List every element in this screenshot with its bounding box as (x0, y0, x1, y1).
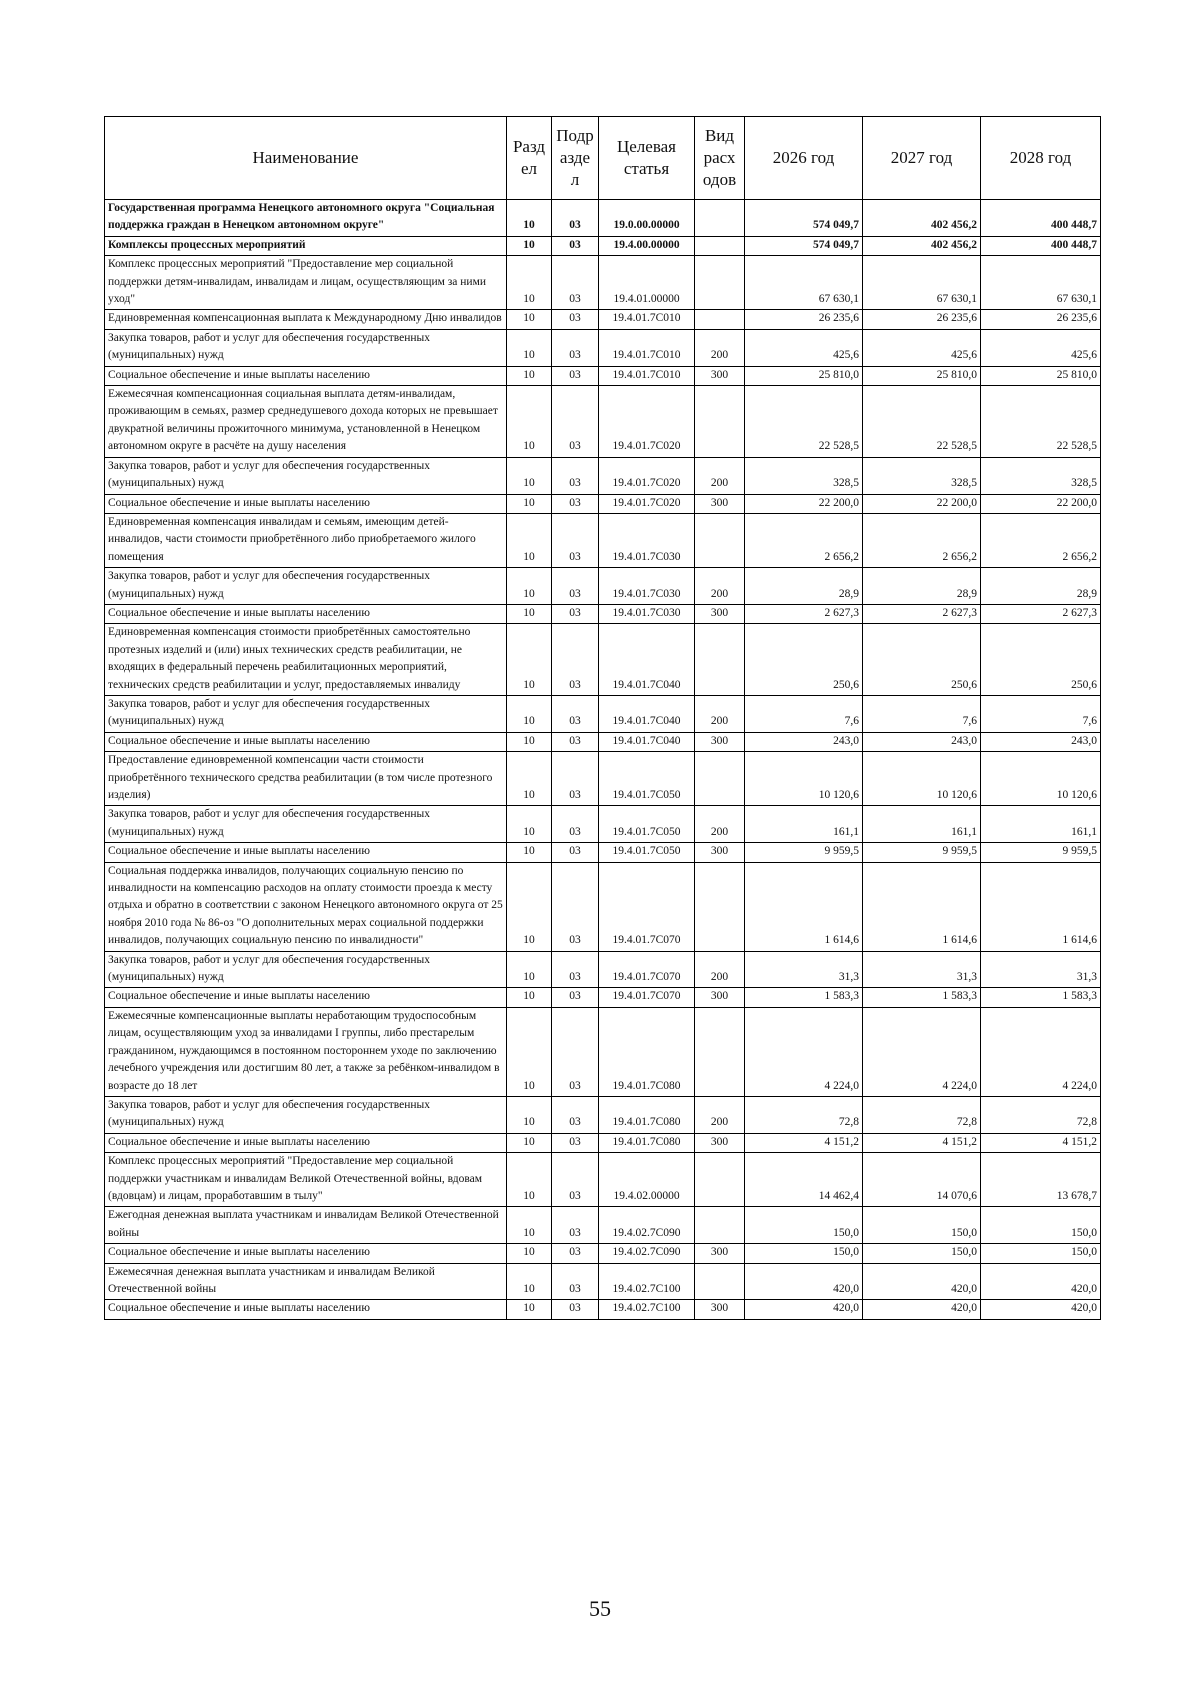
row-podrazdel-cell: 03 (552, 1244, 599, 1263)
row-2028-cell: 9 959,5 (981, 843, 1101, 862)
row-2026-cell: 250,6 (745, 624, 863, 696)
row-podrazdel-cell: 03 (552, 1133, 599, 1152)
row-podrazdel-cell: 03 (552, 366, 599, 385)
row-2027-cell: 420,0 (863, 1300, 981, 1319)
row-target-article-cell: 19.4.01.7С040 (599, 695, 695, 732)
row-target-article-cell: 19.4.01.7С010 (599, 329, 695, 366)
table-row (105, 457, 1101, 494)
row-name-cell: Закупка товаров, работ и услуг для обеспечения государственных (муниципальных) нужд (105, 951, 507, 988)
row-expense-type-cell (695, 1007, 745, 1096)
table-row (105, 386, 1101, 458)
row-podrazdel-cell: 03 (552, 624, 599, 696)
row-razdel-cell: 10 (507, 310, 552, 329)
table-row (105, 862, 1101, 951)
row-2028-cell: 25 810,0 (981, 366, 1101, 385)
row-2028-cell: 13 678,7 (981, 1153, 1101, 1207)
row-expense-type-cell: 300 (695, 988, 745, 1007)
row-expense-type-cell: 300 (695, 604, 745, 623)
row-2026-cell: 10 120,6 (745, 752, 863, 806)
row-target-article-cell: 19.4.01.7С010 (599, 366, 695, 385)
row-2027-cell: 14 070,6 (863, 1153, 981, 1207)
row-expense-type-cell (695, 624, 745, 696)
row-2027-cell: 28,9 (863, 568, 981, 605)
table-body (105, 200, 1101, 1320)
row-2027-cell: 402 456,2 (863, 200, 981, 237)
row-podrazdel-cell: 03 (552, 1263, 599, 1300)
row-target-article-cell: 19.4.02.7С100 (599, 1263, 695, 1300)
row-2028-cell: 150,0 (981, 1207, 1101, 1244)
row-podrazdel-cell: 03 (552, 951, 599, 988)
row-podrazdel-cell: 03 (552, 988, 599, 1007)
row-name-cell: Единовременная компенсация стоимости приобретённых самостоятельно протезных изделий и (или) иных технических средств реабилитации, не входящих в федеральный перечень реабилитационных мероприятий, технических средств реабилитации и услуг, предоставляемых инвалиду (105, 624, 507, 696)
row-podrazdel-cell: 03 (552, 695, 599, 732)
row-expense-type-cell (695, 1207, 745, 1244)
row-2028-cell: 250,6 (981, 624, 1101, 696)
row-podrazdel-cell: 03 (552, 200, 599, 237)
row-target-article-cell: 19.4.01.7С080 (599, 1007, 695, 1096)
row-name-cell: Социальное обеспечение и иные выплаты населению (105, 604, 507, 623)
row-2028-cell: 2 656,2 (981, 513, 1101, 567)
table-row (105, 1096, 1101, 1133)
table-row (105, 752, 1101, 806)
row-name-cell: Социальное обеспечение и иные выплаты населению (105, 494, 507, 513)
row-target-article-cell: 19.4.00.00000 (599, 236, 695, 255)
row-2026-cell: 574 049,7 (745, 236, 863, 255)
table-row (105, 1007, 1101, 1096)
row-podrazdel-cell: 03 (552, 1007, 599, 1096)
row-2027-cell: 243,0 (863, 732, 981, 751)
row-target-article-cell: 19.4.01.7С070 (599, 988, 695, 1007)
row-target-article-cell: 19.4.01.00000 (599, 256, 695, 310)
table-row (105, 329, 1101, 366)
table-row (105, 624, 1101, 696)
row-razdel-cell: 10 (507, 988, 552, 1007)
table-row (105, 951, 1101, 988)
row-razdel-cell: 10 (507, 1207, 552, 1244)
row-podrazdel-cell: 03 (552, 843, 599, 862)
row-2027-cell: 1 583,3 (863, 988, 981, 1007)
row-2027-cell: 161,1 (863, 806, 981, 843)
row-podrazdel-cell: 03 (552, 457, 599, 494)
row-2027-cell: 4 151,2 (863, 1133, 981, 1152)
row-2027-cell: 402 456,2 (863, 236, 981, 255)
row-target-article-cell: 19.4.01.7С080 (599, 1133, 695, 1152)
row-expense-type-cell (695, 310, 745, 329)
row-podrazdel-cell: 03 (552, 386, 599, 458)
row-2028-cell: 400 448,7 (981, 236, 1101, 255)
table-row (105, 1133, 1101, 1152)
row-podrazdel-cell: 03 (552, 1207, 599, 1244)
row-2028-cell: 4 224,0 (981, 1007, 1101, 1096)
row-2028-cell: 243,0 (981, 732, 1101, 751)
row-2027-cell: 22 528,5 (863, 386, 981, 458)
table-row (105, 732, 1101, 751)
row-target-article-cell: 19.4.01.7С030 (599, 513, 695, 567)
row-razdel-cell: 10 (507, 494, 552, 513)
row-name-cell: Единовременная компенсационная выплата к Международному Дню инвалидов (105, 310, 507, 329)
row-2027-cell: 150,0 (863, 1244, 981, 1263)
row-razdel-cell: 10 (507, 236, 552, 255)
row-2026-cell: 2 656,2 (745, 513, 863, 567)
row-target-article-cell: 19.4.02.7С090 (599, 1207, 695, 1244)
table-row (105, 843, 1101, 862)
row-target-article-cell: 19.4.01.7С080 (599, 1096, 695, 1133)
row-2026-cell: 1 614,6 (745, 862, 863, 951)
row-name-cell: Социальная поддержка инвалидов, получающих социальную пенсию по инвалидности на компенсацию расходов на оплату стоимости проезда к месту отдыха и обратно в соответствии с законом Ненецкого автономного округа от 25 ноября 2010 года № 86-оз "О дополнительных мерах социальной поддержки инвалидов, получающих социальную пенсию по инвалидности" (105, 862, 507, 951)
row-2028-cell: 31,3 (981, 951, 1101, 988)
row-podrazdel-cell: 03 (552, 513, 599, 567)
row-2028-cell: 26 235,6 (981, 310, 1101, 329)
row-podrazdel-cell: 03 (552, 1300, 599, 1319)
row-target-article-cell: 19.4.01.7С020 (599, 457, 695, 494)
row-2028-cell: 1 583,3 (981, 988, 1101, 1007)
table-row (105, 1244, 1101, 1263)
row-2026-cell: 4 224,0 (745, 1007, 863, 1096)
table-row (105, 236, 1101, 255)
row-2028-cell: 2 627,3 (981, 604, 1101, 623)
row-name-cell: Комплекс процессных мероприятий "Предоставление мер социальной поддержки участникам и инвалидам Великой Отечественной войны, вдовам (вдовцам) и лицам, проработавшим в тылу" (105, 1153, 507, 1207)
row-name-cell: Закупка товаров, работ и услуг для обеспечения государственных (муниципальных) нужд (105, 695, 507, 732)
row-podrazdel-cell: 03 (552, 329, 599, 366)
row-2027-cell: 7,6 (863, 695, 981, 732)
row-target-article-cell: 19.4.02.7С090 (599, 1244, 695, 1263)
row-name-cell: Социальное обеспечение и иные выплаты населению (105, 366, 507, 385)
row-razdel-cell: 10 (507, 256, 552, 310)
row-2026-cell: 150,0 (745, 1244, 863, 1263)
row-2026-cell: 328,5 (745, 457, 863, 494)
row-name-cell: Закупка товаров, работ и услуг для обеспечения государственных (муниципальных) нужд (105, 806, 507, 843)
row-razdel-cell: 10 (507, 568, 552, 605)
row-razdel-cell: 10 (507, 457, 552, 494)
row-2028-cell: 425,6 (981, 329, 1101, 366)
row-podrazdel-cell: 03 (552, 604, 599, 623)
row-target-article-cell: 19.4.01.7С040 (599, 624, 695, 696)
row-2027-cell: 67 630,1 (863, 256, 981, 310)
row-razdel-cell: 10 (507, 806, 552, 843)
row-2028-cell: 22 528,5 (981, 386, 1101, 458)
row-podrazdel-cell: 03 (552, 1096, 599, 1133)
row-name-cell: Социальное обеспечение и иные выплаты населению (105, 988, 507, 1007)
row-2028-cell: 400 448,7 (981, 200, 1101, 237)
row-expense-type-cell (695, 1263, 745, 1300)
header-name: Наименование (105, 117, 507, 200)
row-razdel-cell: 10 (507, 862, 552, 951)
row-2028-cell: 67 630,1 (981, 256, 1101, 310)
row-2028-cell: 72,8 (981, 1096, 1101, 1133)
table-row (105, 513, 1101, 567)
row-expense-type-cell (695, 513, 745, 567)
row-2026-cell: 72,8 (745, 1096, 863, 1133)
row-expense-type-cell: 200 (695, 329, 745, 366)
row-2026-cell: 14 462,4 (745, 1153, 863, 1207)
row-2028-cell: 161,1 (981, 806, 1101, 843)
row-2026-cell: 150,0 (745, 1207, 863, 1244)
table-row (105, 1300, 1101, 1319)
row-name-cell: Государственная программа Ненецкого автономного округа "Социальная поддержка граждан в Ненецком автономном округе" (105, 200, 507, 237)
table-row (105, 494, 1101, 513)
row-2026-cell: 7,6 (745, 695, 863, 732)
row-name-cell: Предоставление единовременной компенсации части стоимости приобретённого технического средства реабилитации (в том числе протезного изделия) (105, 752, 507, 806)
row-2028-cell: 28,9 (981, 568, 1101, 605)
header-2026: 2026 год (745, 117, 863, 200)
header-2028: 2028 год (981, 117, 1101, 200)
row-name-cell: Комплексы процессных мероприятий (105, 236, 507, 255)
row-razdel-cell: 10 (507, 386, 552, 458)
row-2028-cell: 4 151,2 (981, 1133, 1101, 1152)
budget-table (104, 116, 1101, 1320)
row-expense-type-cell: 300 (695, 494, 745, 513)
row-2028-cell: 7,6 (981, 695, 1101, 732)
row-razdel-cell: 10 (507, 1007, 552, 1096)
row-razdel-cell: 10 (507, 1133, 552, 1152)
row-podrazdel-cell: 03 (552, 752, 599, 806)
row-target-article-cell: 19.4.02.00000 (599, 1153, 695, 1207)
row-target-article-cell: 19.4.01.7С030 (599, 568, 695, 605)
row-target-article-cell: 19.0.00.00000 (599, 200, 695, 237)
row-target-article-cell: 19.4.01.7С070 (599, 862, 695, 951)
row-target-article-cell: 19.4.01.7С050 (599, 806, 695, 843)
table-row (105, 695, 1101, 732)
row-razdel-cell: 10 (507, 1300, 552, 1319)
row-2026-cell: 420,0 (745, 1300, 863, 1319)
row-2027-cell: 425,6 (863, 329, 981, 366)
row-name-cell: Социальное обеспечение и иные выплаты населению (105, 1133, 507, 1152)
row-2027-cell: 26 235,6 (863, 310, 981, 329)
row-2027-cell: 328,5 (863, 457, 981, 494)
table-row (105, 568, 1101, 605)
row-razdel-cell: 10 (507, 329, 552, 366)
page-number: 55 (589, 1596, 611, 1621)
row-2028-cell: 1 614,6 (981, 862, 1101, 951)
row-expense-type-cell (695, 1153, 745, 1207)
row-podrazdel-cell: 03 (552, 806, 599, 843)
row-name-cell: Ежемесячная денежная выплата участникам и инвалидам Великой Отечественной войны (105, 1263, 507, 1300)
row-name-cell: Закупка товаров, работ и услуг для обеспечения государственных (муниципальных) нужд (105, 568, 507, 605)
row-name-cell: Комплекс процессных мероприятий "Предоставление мер социальной поддержки детям-инвалидам, инвалидам и лицам, осуществляющим за ними уход" (105, 256, 507, 310)
row-2028-cell: 10 120,6 (981, 752, 1101, 806)
row-2026-cell: 420,0 (745, 1263, 863, 1300)
row-podrazdel-cell: 03 (552, 732, 599, 751)
row-2028-cell: 150,0 (981, 1244, 1101, 1263)
row-2028-cell: 420,0 (981, 1263, 1101, 1300)
row-2026-cell: 67 630,1 (745, 256, 863, 310)
header-expense-type: Вид расх одов (695, 117, 745, 200)
header-podrazdel: Подр азде л (552, 117, 599, 200)
row-podrazdel-cell: 03 (552, 310, 599, 329)
row-razdel-cell: 10 (507, 624, 552, 696)
row-name-cell: Социальное обеспечение и иные выплаты населению (105, 1244, 507, 1263)
row-podrazdel-cell: 03 (552, 494, 599, 513)
row-2026-cell: 4 151,2 (745, 1133, 863, 1152)
row-2028-cell: 420,0 (981, 1300, 1101, 1319)
row-2027-cell: 4 224,0 (863, 1007, 981, 1096)
row-target-article-cell: 19.4.01.7С020 (599, 386, 695, 458)
row-name-cell: Социальное обеспечение и иные выплаты населению (105, 1300, 507, 1319)
row-2027-cell: 2 627,3 (863, 604, 981, 623)
row-2026-cell: 574 049,7 (745, 200, 863, 237)
row-expense-type-cell: 200 (695, 951, 745, 988)
row-expense-type-cell: 200 (695, 457, 745, 494)
row-razdel-cell: 10 (507, 951, 552, 988)
row-podrazdel-cell: 03 (552, 568, 599, 605)
header-razdel: Разд ел (507, 117, 552, 200)
row-name-cell: Единовременная компенсация инвалидам и семьям, имеющим детей-инвалидов, части стоимости приобретённого либо приобретаемого жилого помещения (105, 513, 507, 567)
row-podrazdel-cell: 03 (552, 256, 599, 310)
row-razdel-cell: 10 (507, 513, 552, 567)
row-2028-cell: 328,5 (981, 457, 1101, 494)
row-expense-type-cell: 200 (695, 806, 745, 843)
row-razdel-cell: 10 (507, 732, 552, 751)
row-expense-type-cell: 300 (695, 366, 745, 385)
row-target-article-cell: 19.4.02.7С100 (599, 1300, 695, 1319)
row-expense-type-cell: 300 (695, 1133, 745, 1152)
row-2027-cell: 1 614,6 (863, 862, 981, 951)
row-2027-cell: 2 656,2 (863, 513, 981, 567)
header-2027: 2027 год (863, 117, 981, 200)
row-razdel-cell: 10 (507, 200, 552, 237)
table-row (105, 1207, 1101, 1244)
row-razdel-cell: 10 (507, 1096, 552, 1133)
row-2026-cell: 161,1 (745, 806, 863, 843)
row-2026-cell: 22 528,5 (745, 386, 863, 458)
row-2026-cell: 28,9 (745, 568, 863, 605)
row-name-cell: Ежегодная денежная выплата участникам и инвалидам Великой Отечественной войны (105, 1207, 507, 1244)
row-2027-cell: 10 120,6 (863, 752, 981, 806)
row-2027-cell: 150,0 (863, 1207, 981, 1244)
table-row (105, 256, 1101, 310)
row-2026-cell: 31,3 (745, 951, 863, 988)
row-expense-type-cell: 300 (695, 1244, 745, 1263)
table-row (105, 310, 1101, 329)
row-razdel-cell: 10 (507, 1153, 552, 1207)
row-target-article-cell: 19.4.01.7С050 (599, 843, 695, 862)
table-row (105, 1263, 1101, 1300)
header-target-article: Целевая статья (599, 117, 695, 200)
table-row (105, 1153, 1101, 1207)
row-name-cell: Ежемесячная компенсационная социальная выплата детям-инвалидам, проживающим в семьях, размер среднедушевого дохода которых не превышает двукратной величины прожиточного минимума, установленной в Ненецком автономном округе в расчёте на душу населения (105, 386, 507, 458)
table-row (105, 604, 1101, 623)
row-2028-cell: 22 200,0 (981, 494, 1101, 513)
row-2026-cell: 243,0 (745, 732, 863, 751)
row-target-article-cell: 19.4.01.7С010 (599, 310, 695, 329)
row-name-cell: Закупка товаров, работ и услуг для обеспечения государственных (муниципальных) нужд (105, 457, 507, 494)
row-name-cell: Закупка товаров, работ и услуг для обеспечения государственных (муниципальных) нужд (105, 329, 507, 366)
row-target-article-cell: 19.4.01.7С050 (599, 752, 695, 806)
row-expense-type-cell: 200 (695, 568, 745, 605)
row-expense-type-cell (695, 200, 745, 237)
row-2026-cell: 2 627,3 (745, 604, 863, 623)
row-name-cell: Ежемесячные компенсационные выплаты неработающим трудоспособным лицам, осуществляющим уход за инвалидами I группы, либо престарелым гражданином, нуждающимся в постоянном постороннем уходе по заключению лечебного учреждения или достигшим 80 лет, а также за ребёнком-инвалидом в возрасте до 18 лет (105, 1007, 507, 1096)
row-podrazdel-cell: 03 (552, 862, 599, 951)
row-target-article-cell: 19.4.01.7С020 (599, 494, 695, 513)
row-expense-type-cell: 200 (695, 1096, 745, 1133)
row-expense-type-cell (695, 256, 745, 310)
row-2026-cell: 1 583,3 (745, 988, 863, 1007)
row-expense-type-cell: 300 (695, 1300, 745, 1319)
row-name-cell: Социальное обеспечение и иные выплаты населению (105, 732, 507, 751)
row-razdel-cell: 10 (507, 604, 552, 623)
row-2027-cell: 9 959,5 (863, 843, 981, 862)
row-razdel-cell: 10 (507, 1244, 552, 1263)
row-2026-cell: 425,6 (745, 329, 863, 366)
table-header-row (105, 117, 1101, 200)
row-name-cell: Социальное обеспечение и иные выплаты населению (105, 843, 507, 862)
row-expense-type-cell: 200 (695, 695, 745, 732)
row-2026-cell: 25 810,0 (745, 366, 863, 385)
row-2026-cell: 26 235,6 (745, 310, 863, 329)
row-razdel-cell: 10 (507, 843, 552, 862)
table-row (105, 988, 1101, 1007)
row-razdel-cell: 10 (507, 366, 552, 385)
row-2027-cell: 31,3 (863, 951, 981, 988)
row-name-cell: Закупка товаров, работ и услуг для обеспечения государственных (муниципальных) нужд (105, 1096, 507, 1133)
row-razdel-cell: 10 (507, 1263, 552, 1300)
table-row (105, 806, 1101, 843)
row-2027-cell: 72,8 (863, 1096, 981, 1133)
row-expense-type-cell (695, 862, 745, 951)
row-target-article-cell: 19.4.01.7С070 (599, 951, 695, 988)
row-expense-type-cell: 300 (695, 732, 745, 751)
row-2027-cell: 250,6 (863, 624, 981, 696)
row-target-article-cell: 19.4.01.7С030 (599, 604, 695, 623)
row-2027-cell: 22 200,0 (863, 494, 981, 513)
row-razdel-cell: 10 (507, 695, 552, 732)
row-2027-cell: 420,0 (863, 1263, 981, 1300)
row-podrazdel-cell: 03 (552, 236, 599, 255)
table-row (105, 366, 1101, 385)
row-expense-type-cell: 300 (695, 843, 745, 862)
row-podrazdel-cell: 03 (552, 1153, 599, 1207)
table-row (105, 200, 1101, 237)
row-2027-cell: 25 810,0 (863, 366, 981, 385)
row-expense-type-cell (695, 752, 745, 806)
row-2026-cell: 22 200,0 (745, 494, 863, 513)
row-expense-type-cell (695, 386, 745, 458)
row-target-article-cell: 19.4.01.7С040 (599, 732, 695, 751)
row-razdel-cell: 10 (507, 752, 552, 806)
row-expense-type-cell (695, 236, 745, 255)
row-2026-cell: 9 959,5 (745, 843, 863, 862)
